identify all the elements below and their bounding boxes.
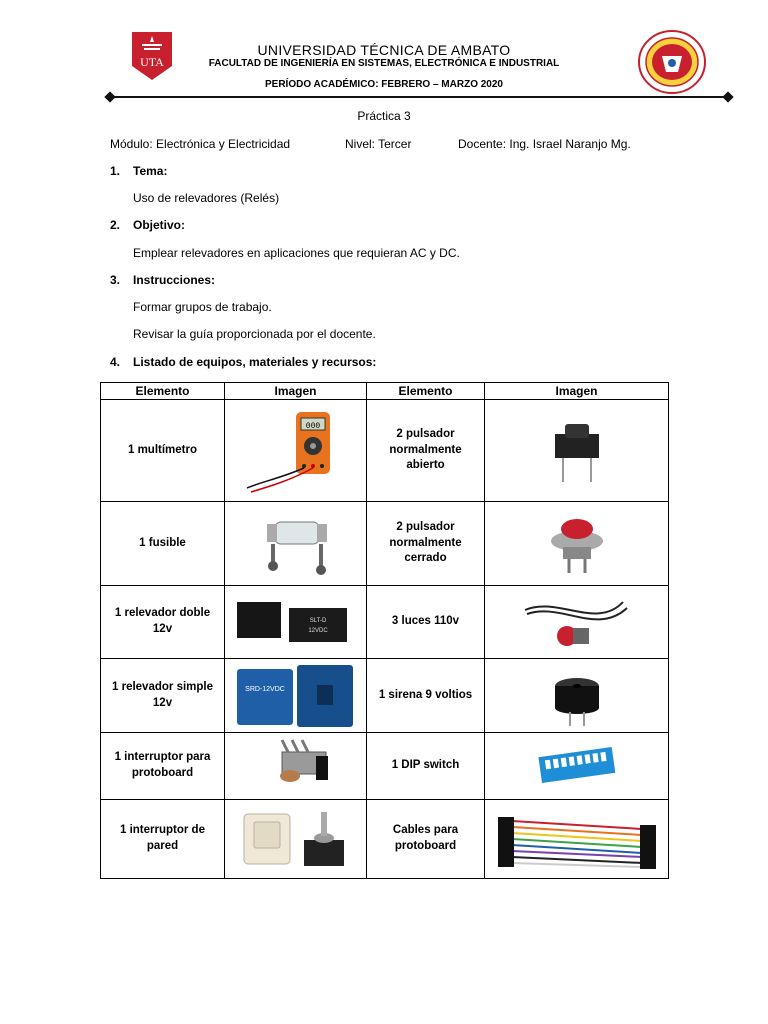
single-relay-image xyxy=(225,659,367,733)
element-cell: 1 DIP switch xyxy=(367,733,485,800)
practice-title: Práctica 3 xyxy=(357,109,411,123)
table-row xyxy=(101,733,669,800)
element-cell: 1 relevador doble 12v xyxy=(101,586,225,659)
section-2-text: Emplear relevadores en aplicaciones que requieran AC y DC. xyxy=(133,246,460,260)
university-seal-icon xyxy=(638,30,706,94)
section-1-number: 1. xyxy=(110,164,121,178)
wall-switch-image xyxy=(225,800,367,879)
pushbutton-nc-image xyxy=(485,502,669,586)
section-4-number: 4. xyxy=(110,355,121,369)
double-relay-image xyxy=(225,586,367,659)
element-cell: 3 luces 110v xyxy=(367,586,485,659)
section-1-text: Uso de relevadores (Relés) xyxy=(133,191,280,205)
pilot-light-image xyxy=(485,586,669,659)
header-image-1: Imagen xyxy=(225,383,367,400)
document-header xyxy=(0,0,768,100)
section-4-title: Listado de equipos, materiales y recursos: xyxy=(133,355,377,369)
table-row xyxy=(101,586,669,659)
divider-right-diamond xyxy=(722,91,733,102)
table-row xyxy=(101,400,669,502)
section-3-number: 3. xyxy=(110,273,121,287)
module-label: Módulo: Electrónica y Electricidad xyxy=(110,137,291,151)
slide-switch-image xyxy=(225,733,367,800)
level-label: Nivel: Tercer xyxy=(345,137,412,151)
element-cell: 1 interruptor para protoboard xyxy=(101,733,225,800)
element-cell: 1 sirena 9 voltios xyxy=(367,659,485,733)
element-cell: 2 pulsador normalmente cerrado xyxy=(367,502,485,586)
buzzer-image xyxy=(485,659,669,733)
table-row xyxy=(101,659,669,733)
teacher-label: Docente: Ing. Israel Naranjo Mg. xyxy=(458,137,631,151)
table-row xyxy=(101,502,669,586)
element-cell: 2 pulsador normalmente abierto xyxy=(367,400,485,502)
section-2-title: Objetivo: xyxy=(133,218,186,232)
section-3-title: Instrucciones: xyxy=(133,273,216,287)
fuse-image xyxy=(225,502,367,586)
header-divider xyxy=(110,96,730,98)
svg-text:12VDC: 12VDC xyxy=(308,628,328,634)
materials-table xyxy=(100,382,669,879)
university-name: UNIVERSIDAD TÉCNICA DE AMBATO xyxy=(257,42,511,58)
section-3-text-2: Revisar la guía proporcionada por el docente. xyxy=(133,327,376,341)
element-cell: Cables para protoboard xyxy=(367,800,485,879)
element-cell: 1 multímetro xyxy=(101,400,225,502)
element-cell: 1 fusible xyxy=(101,502,225,586)
dip-switch-image xyxy=(485,733,669,800)
header-image-2: Imagen xyxy=(485,383,669,400)
table-row xyxy=(101,800,669,879)
svg-text:000: 000 xyxy=(305,421,320,431)
svg-text:UTA: UTA xyxy=(140,55,164,69)
multimeter-image xyxy=(225,400,367,502)
header-element-1: Elemento xyxy=(101,383,225,400)
section-2-number: 2. xyxy=(110,218,121,232)
element-cell: 1 interruptor de pared xyxy=(101,800,225,879)
element-cell: 1 relevador simple 12v xyxy=(101,659,225,733)
divider-left-diamond xyxy=(104,91,115,102)
table-header-row xyxy=(101,383,669,400)
jumper-wires-image xyxy=(485,800,669,879)
section-3-text-1: Formar grupos de trabajo. xyxy=(133,300,272,314)
svg-text:SLT-D: SLT-D xyxy=(309,618,327,624)
academic-period: PERÍODO ACADÉMICO: FEBRERO – MARZO 2020 xyxy=(265,79,503,90)
faculty-name: FACULTAD DE INGENIERÍA EN SISTEMAS, ELECTRÓNICA E INDUSTRIAL xyxy=(208,58,560,69)
section-1-title: Tema: xyxy=(133,164,168,178)
header-element-2: Elemento xyxy=(367,383,485,400)
svg-text:SRD-12VDC: SRD-12VDC xyxy=(245,685,285,693)
pushbutton-no-image xyxy=(485,400,669,502)
